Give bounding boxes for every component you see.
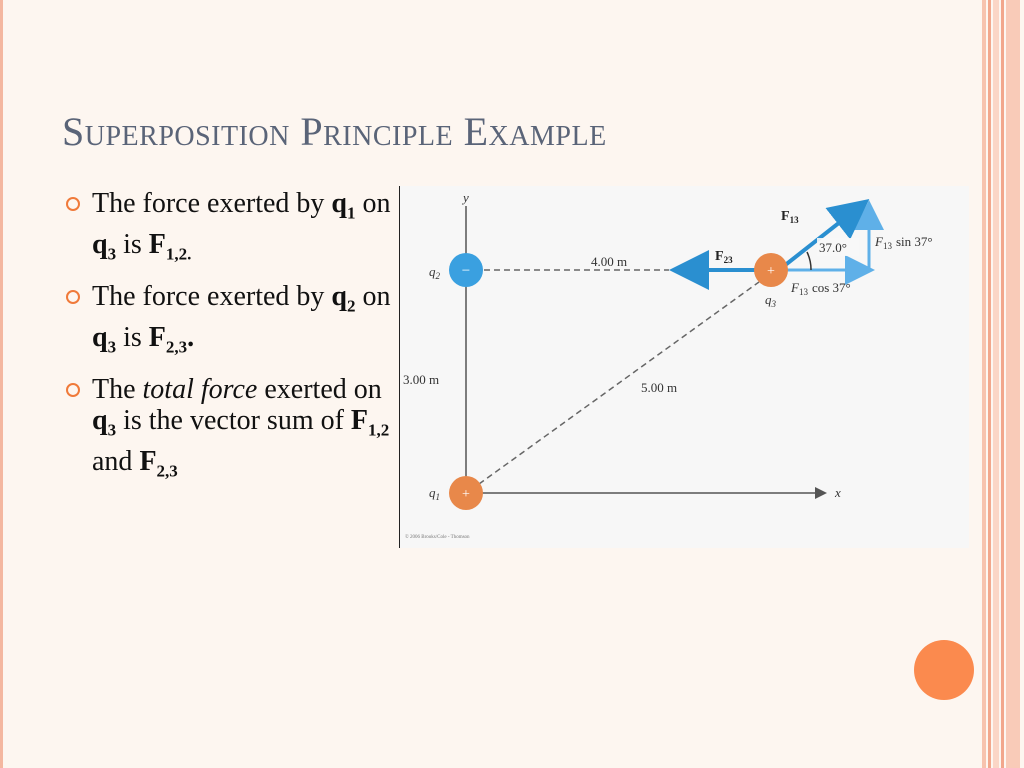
charge-label: $q_1$ (429, 485, 440, 502)
force-diagram (399, 186, 969, 548)
f13-arrow (784, 204, 863, 266)
slide-title: Superposition Principle Example (62, 109, 607, 154)
copyright-text: © 2006 Brooks/Cole - Thomson (405, 535, 470, 540)
y-axis-label: y (463, 190, 469, 205)
f13-label: $F_{13}$ (781, 209, 799, 225)
decorative-circle (914, 640, 974, 700)
bullet-text: The total force exerted on $q_3$ is the vector sum of $F_{1,2}$ and $F_{2,3}$ (92, 374, 390, 481)
right-stripe (988, 0, 991, 768)
f23-label: $F_{23}$ (715, 249, 733, 265)
distance-label: 3.00 m (403, 372, 440, 387)
right-stripe (1006, 0, 1020, 768)
charge-sign: + (767, 264, 775, 279)
bullet-text: The force exerted by $q_1$ on $q_3$ is $F_{1,2.}$ (92, 188, 391, 264)
force-diagram-svg (399, 186, 969, 548)
f13-sin-label: $F_{13}$ sin 37° (875, 234, 933, 251)
f13-cos-label: $F_{13}$ cos 37° (791, 280, 851, 297)
bullet-item (66, 374, 396, 486)
diagram-divider (399, 186, 400, 548)
x-axis-label: x (835, 485, 841, 500)
angle-arc (807, 252, 811, 270)
circle-bullet-icon (66, 290, 80, 304)
right-stripe (982, 0, 986, 768)
charge-sign: − (461, 263, 471, 279)
q1-q3-dashed-line (479, 282, 759, 484)
distance-label: 4.00 m (591, 254, 628, 269)
circle-bullet-icon (66, 383, 80, 397)
bullet-text: The force exerted by $q_2$ on $q_3$ is $F_{2,3}$. (92, 281, 391, 357)
charge-label: $q_3$ (765, 292, 776, 309)
bullet-list (66, 188, 396, 499)
charge-sign: + (462, 487, 470, 502)
distance-label: 5.00 m (641, 380, 678, 395)
right-stripe (993, 0, 999, 768)
circle-bullet-icon (66, 197, 80, 211)
bullet-item (66, 281, 396, 362)
right-stripe (1001, 0, 1004, 768)
charge-label: $q_2$ (429, 264, 440, 281)
angle-label: 37.0° (819, 240, 847, 255)
bullet-item (66, 188, 396, 269)
